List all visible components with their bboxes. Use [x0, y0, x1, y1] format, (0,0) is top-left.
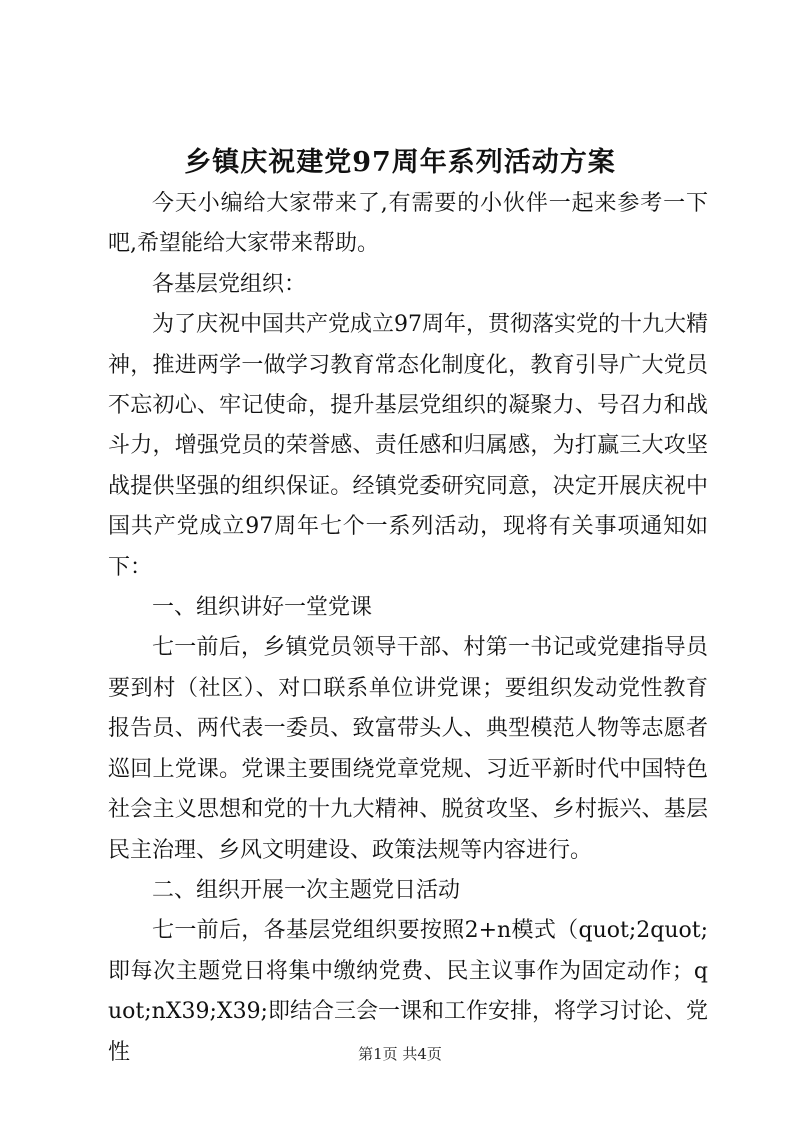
- document-body: [108, 184, 708, 1073]
- paragraph-purpose: 为了庆祝中国共产党成立97周年，贯彻落实党的十九大精神，推进两学一做学习教育常态化制度化，教育引导广大党员不忘初心、牢记使命，提升基层党组织的凝聚力、号召力和战斗力，增强党员的荣誉感、责任感和归属感，为打赢三大攻坚战提供坚强的组织保证。经镇党委研究同意，决定开展庆祝中国共产党成立97周年七个一系列活动，现将有关事项通知如下：: [108, 312, 708, 580]
- paragraph-section-1: 七一前后，乡镇党员领导干部、村第一书记或党建指导员要到村（社区）、对口联系单位讲党课；要组织发动党性教育报告员、两代表一委员、致富带头人、典型模范人物等志愿者巡回上党课。党课主要围绕党章党规、习近平新时代中国特色社会主义思想和党的十九大精神、脱贫攻坚、乡村振兴、基层民主治理、乡风文明建设、政策法规等内容进行。: [108, 635, 708, 863]
- paragraph-salutation: 各基层党组织：: [152, 271, 307, 297]
- section-heading-1: 一、组织讲好一堂党课: [152, 595, 373, 621]
- paragraph-intro: 今天小编给大家带来了,有需要的小伙伴一起来参考一下吧,希望能给大家带来帮助。: [108, 191, 708, 257]
- page-number: 第1页 共4页: [358, 1045, 442, 1063]
- document-title: 乡镇庆祝建党97周年系列活动方案: [184, 147, 616, 178]
- section-heading-2: 二、组织开展一次主题党日活动: [152, 877, 461, 903]
- paragraph-section-2: 七一前后，各基层党组织要按照2+n模式（quot;2quot;即每次主题党日将集中缴纳党费、民主议事作为固定动作；quot;nX39;X39;即结合三会一课和工作安排，将学习讨论、党性: [108, 918, 708, 1065]
